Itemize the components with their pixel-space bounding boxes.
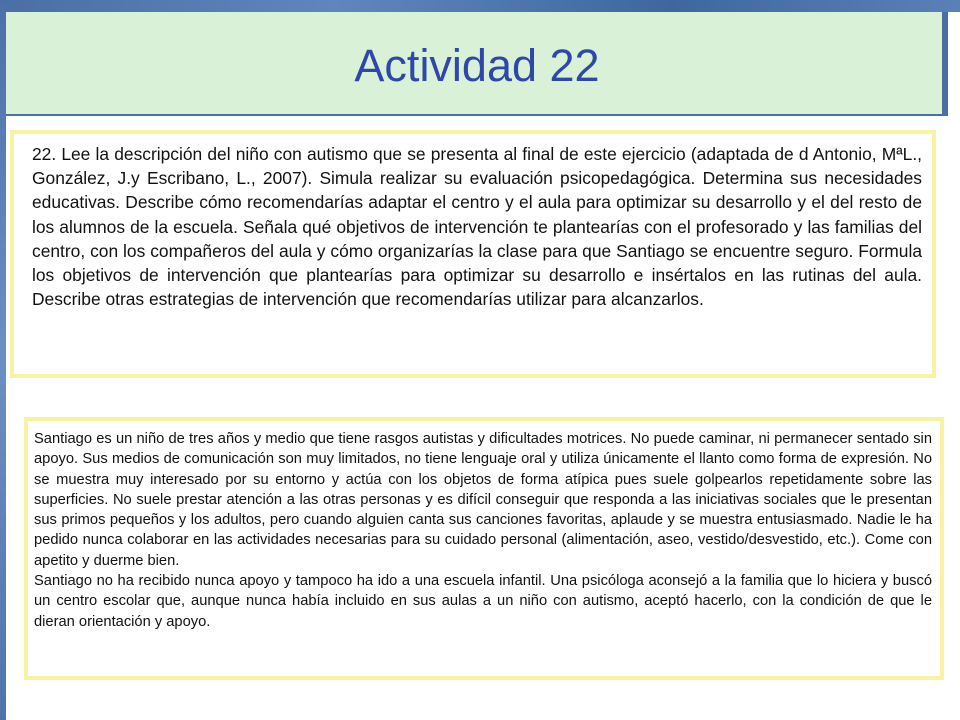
activity-instructions-text: 22. Lee la descripción del niño con autismo que se presenta al final de este ejercicio (adaptada de d Antonio, MªL., González, J.y Escribano, L., 2007). Simula realizar su evaluación psicopedagógica. Determina sus necesidades educativas. Describe cómo recomendarías adaptar el centro y el aula para optimizar su desarrollo y el del resto de los alumnos de la escuela. Señala qué objetivos de intervención te plantearías con el profesorado y las familias del centro, con los compañeros del aula y cómo organizarías la clase para que Santiago se encuentre seguro. Formula los objetivos de intervención que plantearías para optimizar su desarrollo e insértalos en las rutinas del aula. Describe otras estrategias de intervención que recomendarías utilizar para alcanzarlos. — [32, 144, 922, 310]
activity-instructions-box — [10, 130, 936, 378]
case-paragraph-1: Santiago es un niño de tres años y medio que tiene rasgos autistas y dificultades motrices. No puede caminar, ni permanecer sentado sin apoyo. Sus medios de comunicación son muy limitados, no tiene lenguaje oral y utiliza únicamente el llanto como forma de expresión. No se muestra muy interesado por su entorno y actúa con los objetos de forma atípica pues suele golpearlos repetidamente sobre las superficies. No suele prestar atención a las otras personas y es difícil conseguir que responda a las iniciativas sociales que le presentan sus primos pequeños y los adultos, pero cuando alguien canta sus canciones favoritas, aplaude y se muestra entusiasmado. Nadie le ha pedido nunca colaborar en las actividades necesarias para su cuidado personal (alimentación, aseo, vestido/desvestido, etc.). Come con apetito y duerme bien. — [34, 431, 932, 569]
case-description-box — [24, 417, 944, 680]
slide-title: Actividad 22 — [354, 40, 600, 91]
top-decorative-band — [0, 0, 960, 12]
title-bar — [6, 12, 948, 116]
case-paragraph-2: Santiago no ha recibido nunca apoyo y tampoco ha ido a una escuela infantil. Una psicóloga aconsejó a la familia que lo hiciera y buscó un centro escolar que, aunque nunca había incluido en sus aulas a un niño con autismo, aceptó hacerlo, con la condición de que le dieran orientación y apoyo. — [34, 573, 932, 630]
